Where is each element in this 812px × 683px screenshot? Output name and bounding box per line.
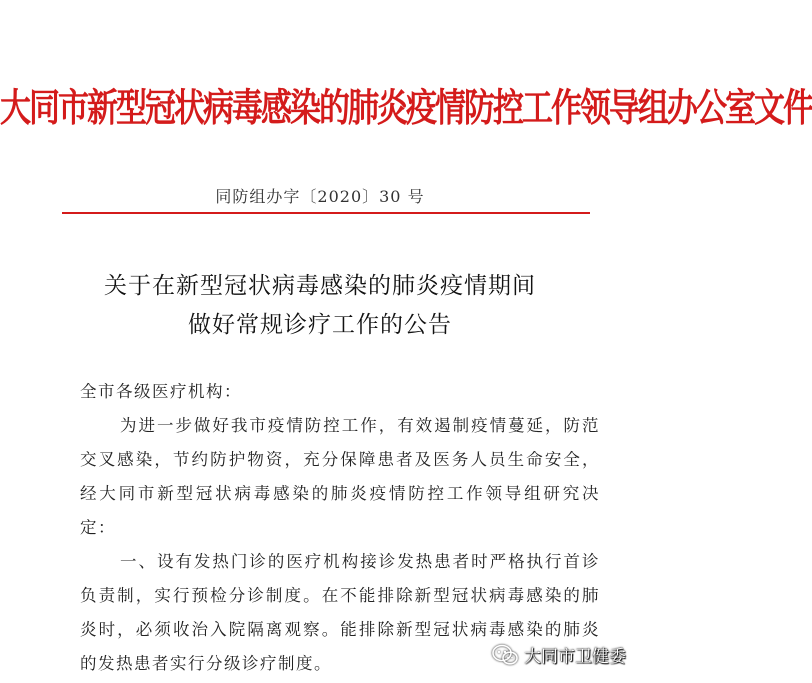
paragraph-item-1: 一、设有发热门诊的医疗机构接诊发热患者时严格执行首诊负责制，实行预检分诊制度。在不能排除新型冠状病毒感染的肺炎时，必须收治入院隔离观察。能排除新型冠状病毒感染的肺炎的发热患者实行分级诊疗制度。: [80, 552, 600, 673]
notice-title-line-2: 做好常规诊疗工作的公告: [188, 312, 452, 338]
salutation: 全市各级医疗机构：: [80, 382, 242, 401]
watermark-label: 大同市卫健委: [524, 647, 626, 667]
document-header-title: 大同市新型冠状病毒感染的肺炎疫情防控工作领导组办公室文件: [0, 86, 812, 131]
document-body: [80, 375, 600, 681]
document-number: 同防组办字〔2020〕30 号: [215, 187, 425, 206]
wechat-watermark: [491, 642, 626, 667]
paragraph-intro: 为进一步做好我市疫情防控工作，有效遏制疫情蔓延，防范交叉感染，节约防护物资，充分保障患者及医务人员生命安全，经大同市新型冠状病毒感染的肺炎疫情防控工作领导组研究决定：: [80, 416, 600, 537]
notice-title-line-1: 关于在新型冠状病毒感染的肺炎疫情期间: [104, 273, 536, 299]
wechat-icon: [491, 643, 519, 667]
red-divider-line: [62, 212, 590, 214]
